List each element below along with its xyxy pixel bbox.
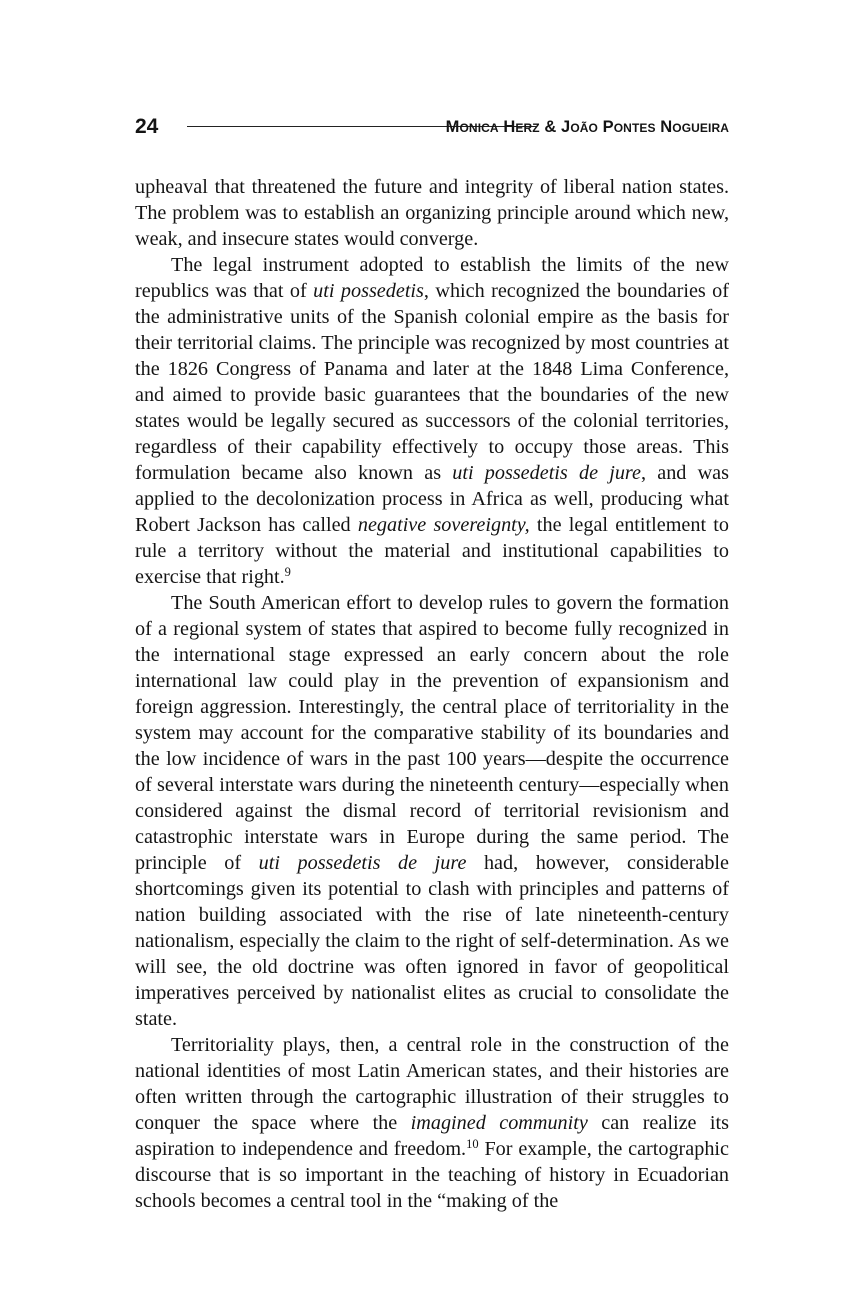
text-run: , and was applied to the decolonization process in Africa as well, producing what Robert Jackson has called xyxy=(135,462,729,536)
text-run: the legal entitlement to rule a territory without the material and institutional capabilities to exercise that right. xyxy=(135,514,729,588)
footnote-ref: 9 xyxy=(284,565,291,579)
paragraph xyxy=(135,252,729,590)
paragraph xyxy=(135,590,729,1032)
paragraph xyxy=(135,1032,729,1214)
italic-term: uti possedetis de jure xyxy=(258,852,467,874)
text-run: The South American effort to develop rules to govern the formation of a regional system of states that aspired to become fully recognized in the international stage expressed an early concern about the role international law could play in the prevention of expansionism and foreign aggression. Interestingly, the central place of territoriality in the system may account for the comparative stability of its boundaries and the low incidence of wars in the past 100 years—despite the occurrence of several interstate wars during the nineteenth century—especially when considered against the dismal record of territorial revisionism and catastrophic interstate wars in Europe during the same period. The principle of xyxy=(135,592,729,874)
italic-term: uti possedetis xyxy=(313,280,424,302)
italic-term: uti possedetis de jure xyxy=(452,462,641,484)
italic-term: imagined community xyxy=(410,1112,588,1134)
page-number: 24 xyxy=(135,115,159,138)
paragraph xyxy=(135,174,729,252)
text-run: , which recognized the boundaries of the administrative units of the Spanish colonial empire as the basis for their territorial claims. The principle was recognized by most countries at the 1826 Congress of Panama and later at the 1848 Lima Conference, and aimed to provide basic guarantees that the boundaries of the new states would be legally secured as successors of the colonial territories, regardless of their capability effectively to occupy those areas. This formulation became also known as xyxy=(135,280,729,484)
text-run: had, however, considerable shortcomings given its potential to clash with principles and patterns of nation building associated with the rise of late nineteenth-century nationalism, especially the claim to the right of self-determination. As we will see, the old doctrine was often ignored in favor of geopolitical imperatives perceived by nationalist elites as crucial to consolidate the state. xyxy=(135,852,729,1030)
text-run: upheaval that threatened the future and integrity of liberal nation states. The problem was to establish an organizing principle around which new, weak, and insecure states would converge. xyxy=(135,176,729,250)
italic-term: negative sovereignty, xyxy=(357,514,530,536)
text-run: For example, the cartographic discourse that is so important in the teaching of history in Ecuadorian schools becomes a central tool in the “making of the xyxy=(135,1138,729,1212)
running-head xyxy=(135,112,729,142)
text-run: Territoriality plays, then, a central role in the construction of the national identities of most Latin American states, and their histories are often written through the cartographic illustration of their struggles to conquer the space where the xyxy=(135,1034,729,1134)
text-run: can realize its aspiration to independence and freedom. xyxy=(135,1112,729,1160)
running-head-authors: Monica Herz & João Pontes Nogueira xyxy=(445,118,729,136)
text-run: The legal instrument adopted to establish the limits of the new republics was that of xyxy=(135,254,729,302)
body-text xyxy=(135,174,729,1214)
footnote-ref: 10 xyxy=(466,1137,479,1151)
